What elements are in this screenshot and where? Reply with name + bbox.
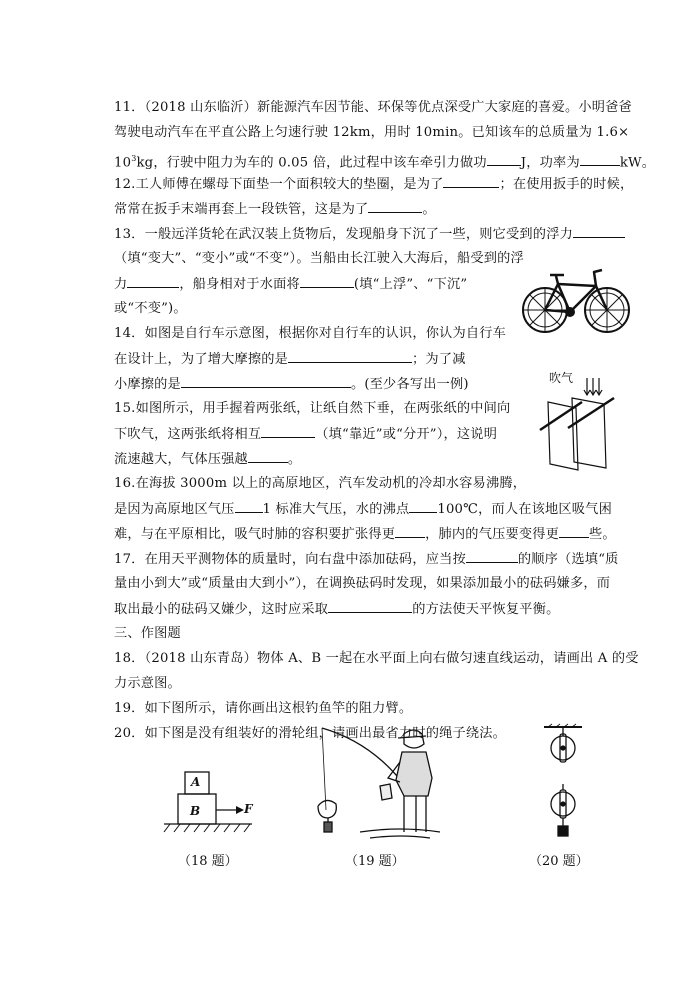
blow-label: 吹气 [549, 371, 574, 385]
answer-blank[interactable] [261, 423, 315, 438]
answer-blank[interactable] [127, 273, 179, 288]
answer-blank[interactable] [248, 448, 288, 463]
q11-line1: 11．（2018 山东临沂）新能源汽车因节能、环保等优点深受广大家庭的喜爱。小明爸爸 [114, 100, 632, 115]
q13-line3: 力 ，船身相对于水面将 (填“上浮”、“下沉” [114, 273, 467, 296]
blocks-figure [160, 760, 260, 840]
q12-line1: 12.工人师傅在螺母下面垫一个面积较大的垫圈，是为了 ；在使用扳手的时候， [114, 173, 633, 196]
bicycle-figure [520, 264, 632, 336]
q18-line2: 力示意图。 [114, 676, 181, 691]
q13-line1: 13．一般远洋货轮在武汉装上货物后，发现船身下沉了一些，则它受到的浮力 [114, 223, 625, 246]
fig19-caption: （19 题） [345, 854, 405, 869]
answer-blank[interactable] [487, 151, 521, 166]
label-a: A [191, 775, 201, 789]
q11-line3: $10^3kg$，行驶中阻力为车的 0.05 倍，此过程中该车牵引力做功 J，功率为 kW。 [114, 148, 655, 174]
answer-blank[interactable] [466, 548, 518, 563]
answer-blank[interactable] [288, 348, 412, 363]
answer-blank[interactable] [368, 198, 422, 213]
fisherman-figure [300, 722, 450, 844]
answer-blank[interactable] [559, 523, 589, 538]
q14-line2: 在设计上，为了增大摩擦的是 ；为了减 [114, 348, 466, 371]
answer-blank[interactable] [235, 498, 263, 513]
q15-line2: 下吹气，这两张纸将相互 （填“靠近”或“分开”），这说明 [114, 423, 497, 446]
answer-blank[interactable] [300, 273, 354, 288]
q11-line2: 驾驶电动汽车在平直公路上匀速行驶 12km，用时 10min。已知该车的总质量为 1.6× [114, 125, 630, 140]
answer-blank[interactable] [443, 173, 499, 188]
q15-line1: 15.如图所示，用手握着两张纸，让纸自然下垂，在两张纸的中间向 [114, 401, 511, 416]
q17-line1: 17．在用天平测物体的质量时，向右盘中添加砝码，应当按 的顺序（选填“质 [114, 548, 619, 571]
fig20-caption: （20 题） [529, 854, 589, 869]
q20-text: 20．如下图是没有组装好的滑轮组，请画出最省力时的绳子绕法。 [114, 726, 507, 741]
answer-blank[interactable] [409, 498, 437, 513]
q13-line2: （填“变大”、“变小”或“不变”）。当船由长江驶入大海后，船受到的浮 [114, 251, 524, 266]
answer-blank[interactable] [573, 223, 625, 238]
label-b: B [190, 804, 201, 818]
answer-blank[interactable] [328, 598, 412, 613]
q13-line4: 或“不变”)。 [114, 301, 187, 316]
q16-line3: 难，与在平原相比，吸气时肺的容积要扩张得更 ，肺内的气压要变得更 些。 [114, 523, 616, 546]
q15-line3: 流速越大，气体压强越 。 [114, 448, 301, 471]
q17-line3: 取出最小的砝码又嫌少，这时应采取 的方法使天平恢复平衡。 [114, 598, 559, 621]
paper-blow-figure [538, 372, 638, 482]
q14-line3: 小摩擦的是 。(至少各写出一例) [114, 373, 469, 396]
section-heading: 三、作图题 [114, 626, 181, 641]
answer-blank[interactable] [181, 373, 351, 388]
q17-line2: 量由小到大”或“质量由大到小”），在调换砝码时发现，如果添加最小的砝码嫌多，而 [114, 576, 611, 591]
q14-line1: 14．如图是自行车示意图，根据你对自行车的认识，你认为自行车 [114, 326, 507, 341]
label-f: F [244, 802, 253, 816]
q18-line1: 18．（2018 山东青岛）物体 A、B 一起在水平面上向右做匀速直线运动，请画出 A 的受 [114, 651, 639, 666]
q16-line1: 16.在海拔 3000m 以上的高原地区，汽车发动机的冷却水容易沸腾， [114, 476, 527, 491]
q12-line2: 常常在扳手末端再套上一段铁管，这是为了 。 [114, 198, 436, 221]
answer-blank[interactable] [395, 523, 425, 538]
pulley-figure [540, 724, 586, 842]
q19-text: 19．如下图所示，请你画出这根钓鱼竿的阻力臂。 [114, 701, 413, 716]
fig18-caption: （18 题） [178, 854, 238, 869]
answer-blank[interactable] [580, 151, 620, 166]
q16-line2: 是因为高原地区气压 1 标准大气压，水的沸点 100℃，而人在该地区吸气困 [114, 498, 612, 521]
